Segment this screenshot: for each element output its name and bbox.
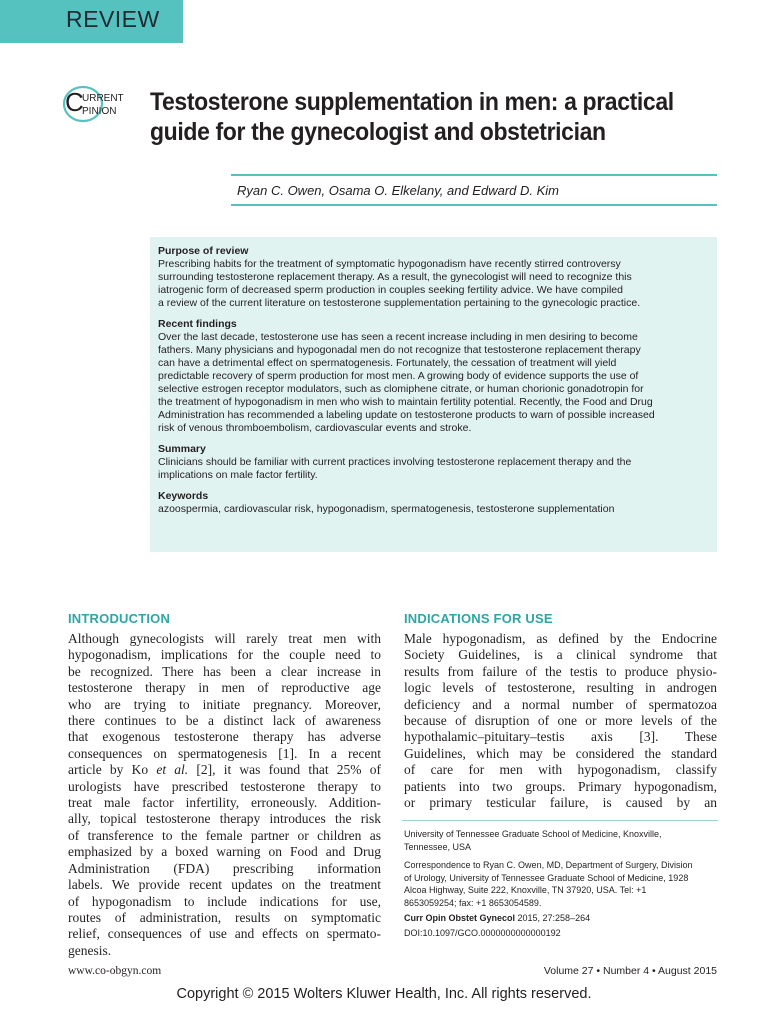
issue-number: Number 4 — [602, 965, 650, 977]
journal-citation — [404, 912, 718, 925]
purpose-text: Prescribing habits for the treatment of symptomatic hypogonadism have recently stirred controversy surrounding testosterone replacement therapy. As a result, the gynecologist will need to recognize this iatrogenic form of decreased sperm production in couples seeking fertility advice. We have compiled a review of the current literature on testosterone supplementation pertaining to the gynecologic practice. — [158, 258, 641, 309]
authors-bottom-rule — [231, 204, 717, 206]
title-line: guide for the gynecologist and obstetrician — [150, 118, 606, 146]
summary-text: Clinicians should be familiar with current practices involving testosterone replacement therapy and the implications on male factor fertility. — [158, 456, 632, 481]
indications-text: Male hypogonadism, as defined by the Endocrine Society Guidelines, is a clinical syndrome that results from failure of the testis to produce physio- logic levels of testosterone, resulting in androgen deficiency and a normal number of spermatozoa because of disruption of one or more levels of the hypothalamic–pituitary–testis axis [3]. These Guidelines, which may be considered the standard of care for men with hypogonadism, classify patients into two groups. Primary hypogonadism, or primary testicular failure, is caused by an — [404, 631, 717, 811]
introduction-heading: INTRODUCTION — [68, 611, 171, 626]
doi: DOI:10.1097/GCO.0000000000000192 — [404, 927, 561, 938]
journal-url: www.co-obgyn.com — [68, 965, 162, 977]
review-tag-label: REVIEW — [66, 6, 160, 32]
findings-text: Over the last decade, testosterone use has seen a recent increase including in men desiring to become fathers. Many physicians and hypogonadal men do not recognize that testosterone replacement therapy can have a detrimental effect on spermatogenesis. Fortunately, the cessation of treatment will yield predictable recovery of sperm production for most men. A growing body of evidence supports the use of selective estrogen receptor modulators, such as clomiphene citrate, or human chorionic gonadotropin for the treatment of hypogonadism in men who wish to maintain fertility potential. Recently, the Food and Drug Administration has recommended a labeling update on testosterone products to warn of possible increased risk of venous thromboembolism, cardiovascular events and stroke. — [158, 331, 655, 434]
keywords-text: azoospermia, cardiovascular risk, hypogonadism, spermatogenesis, testosterone supplementation — [158, 503, 615, 515]
logo-line2: PINION — [82, 106, 117, 117]
review-tag — [0, 0, 183, 43]
footnote-rule — [402, 820, 718, 821]
issue-date: August 2015 — [658, 965, 717, 977]
correspondence-line: Correspondence to Ryan C. Owen, MD, Department of Surgery, Division — [404, 860, 693, 870]
current-opinion-logo — [62, 84, 132, 124]
copyright-notice: Copyright © 2015 Wolters Kluwer Health, Inc. All rights reserved. — [176, 986, 592, 1002]
institution-line: Tennessee, USA — [404, 841, 472, 852]
svg-text:C: C — [65, 87, 84, 117]
indications-heading: INDICATIONS FOR USE — [404, 611, 553, 626]
journal-name: Curr Opin Obstet Gynecol — [404, 913, 516, 923]
title-line: Testosterone supplementation in men: a practical — [150, 88, 674, 116]
logo-line1: URRENT — [82, 93, 124, 104]
affiliation-block — [404, 828, 718, 939]
journal-ref: 2015, 27:258–264 — [515, 913, 591, 923]
volume: Volume 27 — [543, 965, 594, 977]
correspondence-line: Alcoa Highway, Suite 222, Knoxville, TN 37920, USA. Tel: +1 — [404, 885, 647, 895]
correspondence-line: of Urology, University of Tennessee Graduate School of Medicine, 1928 — [404, 872, 689, 883]
abstract-box — [150, 237, 717, 552]
keywords-heading: Keywords — [158, 490, 209, 502]
findings-heading: Recent findings — [158, 318, 237, 330]
purpose-heading: Purpose of review — [158, 245, 249, 257]
correspondence-line: 8653059254; fax: +1 8653054589. — [404, 897, 542, 908]
authors-top-rule — [231, 174, 717, 176]
introduction-text: Although gynecologists will rarely treat men with hypogonadism, implications for the couple need to be recognized. There has been a clear increase in testosterone therapy in men of reproductive age who are trying to initiate pregnancy. Moreover, there continues to be a distinct lack of awareness that exogenous testosterone therapy has adverse consequences on spermatogenesis [1]. In a recent article by Ko et al. [2], it was found that 25% of urologists have prescribed testosterone therapy to treat male factor infertility, erroneously. Addition- ally, topical testosterone therapy introduces the risk of transference to the female partner or children as emphasized by a boxed warning on Food and Drug Administration (FDA) prescribing information labels. We provide recent updates on the treatment of hypogonadism to include indications for use, routes of administration, results on symptomatic relief, consequences of use and effects on spermato- genesis. — [68, 631, 381, 958]
authors: Ryan C. Owen, Osama O. Elkelany, and Edward D. Kim — [237, 183, 559, 198]
institution-line: University of Tennessee Graduate School of Medicine, Knoxville, — [404, 829, 662, 839]
article-title — [150, 87, 693, 147]
issue-info: Volume 27 • Number 4 • August 2015 — [543, 965, 717, 977]
summary-heading: Summary — [158, 443, 206, 455]
